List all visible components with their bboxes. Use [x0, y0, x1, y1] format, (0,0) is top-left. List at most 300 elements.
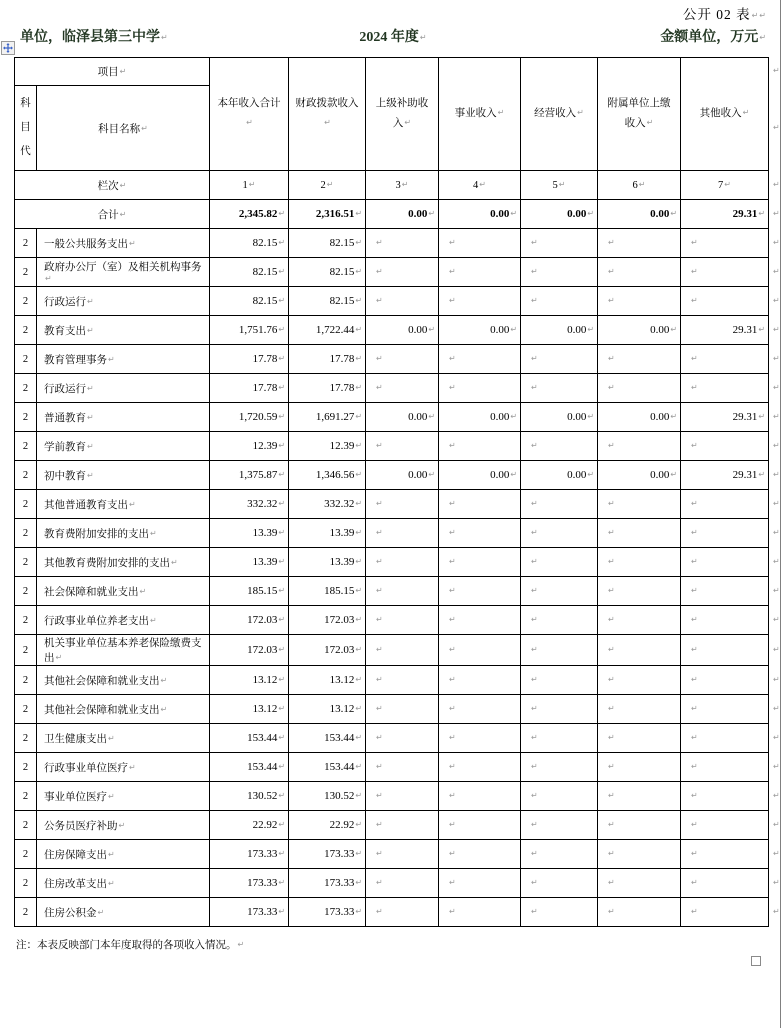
- value-cell: 82.15 ↵: [289, 229, 366, 258]
- formatting-mark: [354, 703, 362, 715]
- formatting-mark: [277, 353, 285, 365]
- formatting-mark: [323, 118, 331, 129]
- formatting-mark: [86, 471, 94, 482]
- formatting-mark: [401, 180, 409, 191]
- formatting-mark: [354, 295, 362, 307]
- value-cell: [598, 724, 681, 753]
- value-cell: [439, 606, 521, 635]
- value-cell: [439, 577, 521, 606]
- formatting-mark: [119, 210, 127, 221]
- value-cell: 17.78 ↵: [289, 345, 366, 374]
- formatting-mark: [772, 732, 780, 743]
- formatting-mark: [772, 498, 780, 509]
- value-cell: [439, 753, 521, 782]
- formatting-mark: [427, 208, 435, 220]
- formatting-mark: [772, 877, 780, 888]
- value-cell: [366, 869, 439, 898]
- value-cell: 13.12 ↵: [210, 666, 289, 695]
- col-header-fiscal-appropriation: 财政拨款收入 ↵: [289, 58, 366, 171]
- value-cell: [366, 229, 439, 258]
- value-cell: 1,375.87 ↵: [210, 461, 289, 490]
- value-cell: [366, 666, 439, 695]
- value-cell: [521, 666, 598, 695]
- formatting-mark: [277, 498, 285, 510]
- value-cell: [521, 287, 598, 316]
- value-cell: [439, 548, 521, 577]
- formatting-mark: [530, 848, 538, 860]
- table-row: [15, 840, 769, 869]
- value-cell: [681, 840, 769, 869]
- value-cell: [439, 258, 521, 287]
- lanci-col-cell: 2 ↵: [289, 171, 366, 200]
- value-cell: [598, 635, 681, 666]
- formatting-mark: [427, 324, 435, 336]
- subject-code-cell: 2: [15, 782, 37, 811]
- subject-code-cell: 2: [15, 490, 37, 519]
- formatting-mark: [607, 732, 615, 744]
- formatting-mark: [530, 556, 538, 568]
- formatting-mark: [448, 614, 456, 626]
- value-cell: [598, 519, 681, 548]
- formatting-mark: [354, 790, 362, 802]
- value-cell: [521, 898, 598, 927]
- subject-name-cell: 行政运行 ↵: [37, 287, 210, 316]
- formatting-mark: [448, 877, 456, 889]
- value-cell: [521, 432, 598, 461]
- formatting-mark: [354, 237, 362, 249]
- subject-name-cell: 住房公积金 ↵: [37, 898, 210, 927]
- formatting-mark: [757, 411, 765, 423]
- formatting-mark: [107, 355, 115, 366]
- formatting-mark: [448, 237, 456, 249]
- formatting-mark: [530, 790, 538, 802]
- table-row: [15, 345, 769, 374]
- value-cell: 332.32 ↵: [210, 490, 289, 519]
- value-cell: [439, 666, 521, 695]
- formatting-mark: [607, 556, 615, 568]
- formatting-mark: [354, 761, 362, 773]
- formatting-mark: [772, 411, 780, 422]
- formatting-mark: [277, 527, 285, 539]
- subject-code-cell: 2: [15, 695, 37, 724]
- table-row: [15, 490, 769, 519]
- formatting-mark: [375, 440, 383, 452]
- subject-name-cell: 行政运行 ↵: [37, 374, 210, 403]
- value-cell: 173.33 ↵: [210, 898, 289, 927]
- value-cell: [681, 898, 769, 927]
- value-cell: [439, 635, 521, 666]
- formatting-mark: [86, 413, 94, 424]
- value-cell: [366, 490, 439, 519]
- formatting-mark: [530, 353, 538, 365]
- value-cell: [366, 345, 439, 374]
- subject-code-cell: 2: [15, 548, 37, 577]
- value-cell: 173.33 ↵: [289, 869, 366, 898]
- formatting-mark: [128, 239, 136, 250]
- formatting-mark: [772, 179, 780, 190]
- col-header-operating-career: 事业收入 ↵: [439, 58, 521, 171]
- formatting-mark: [690, 295, 698, 307]
- value-cell: [521, 490, 598, 519]
- formatting-mark: [530, 819, 538, 831]
- value-cell: 13.12 ↵: [289, 666, 366, 695]
- subject-name-cell: 教育管理事务 ↵: [37, 345, 210, 374]
- formatting-mark: [375, 877, 383, 889]
- formatting-mark: [607, 877, 615, 889]
- total-value-cell: 2,316.51 ↵: [289, 200, 366, 229]
- formatting-mark: [277, 440, 285, 452]
- value-cell: 22.92 ↵: [210, 811, 289, 840]
- formatting-mark: [772, 208, 780, 219]
- formatting-mark: [375, 527, 383, 539]
- table-move-handle-icon[interactable]: [1, 41, 15, 55]
- value-cell: 0.00 ↵: [598, 403, 681, 432]
- formatting-mark: [375, 732, 383, 744]
- value-cell: 0.00 ↵: [439, 461, 521, 490]
- value-cell: [439, 695, 521, 724]
- formatting-mark: [354, 732, 362, 744]
- value-cell: [598, 811, 681, 840]
- formatting-mark: [107, 734, 115, 745]
- subject-name-cell: 其他教育费附加安排的支出 ↵: [37, 548, 210, 577]
- subject-code-cell: 2: [15, 229, 37, 258]
- formatting-mark: [448, 906, 456, 918]
- row-marks: [769, 57, 781, 927]
- value-cell: [598, 229, 681, 258]
- value-cell: [521, 374, 598, 403]
- subject-code-cell: 2: [15, 635, 37, 666]
- value-cell: 173.33 ↵: [289, 898, 366, 927]
- lanci-col-cell: 3 ↵: [366, 171, 439, 200]
- value-cell: [366, 811, 439, 840]
- formatting-mark: [558, 180, 566, 191]
- value-cell: 153.44 ↵: [210, 724, 289, 753]
- formatting-mark: [118, 821, 126, 832]
- subject-name-cell: 行政事业单位医疗 ↵: [37, 753, 210, 782]
- formatting-mark: [277, 848, 285, 860]
- formatting-mark: [530, 732, 538, 744]
- value-cell: 0.00 ↵: [598, 461, 681, 490]
- formatting-mark: [772, 674, 780, 685]
- table-row: [15, 229, 769, 258]
- formatting-mark: [354, 469, 362, 481]
- formatting-mark: [354, 411, 362, 423]
- value-cell: 153.44 ↵: [289, 753, 366, 782]
- formatting-mark: [772, 761, 780, 772]
- value-cell: 0.00 ↵: [521, 316, 598, 345]
- value-cell: [366, 287, 439, 316]
- subject-code-cell: 2: [15, 345, 37, 374]
- formatting-mark: [448, 353, 456, 365]
- formatting-mark: [607, 906, 615, 918]
- formatting-mark: [375, 819, 383, 831]
- table-row: [15, 666, 769, 695]
- formatting-mark: [530, 644, 538, 656]
- value-cell: 82.15 ↵: [210, 258, 289, 287]
- formatting-mark: [107, 879, 115, 890]
- formatting-mark: [375, 237, 383, 249]
- value-cell: [439, 724, 521, 753]
- formatting-mark: [448, 440, 456, 452]
- formatting-mark: [448, 527, 456, 539]
- value-cell: [598, 374, 681, 403]
- table-row: [15, 432, 769, 461]
- lanci-label-cell: 栏次 ↵: [15, 171, 210, 200]
- formatting-mark: [448, 674, 456, 686]
- formatting-mark: [607, 295, 615, 307]
- table-row: [15, 782, 769, 811]
- subject-name-cell: 机关事业单位基本养老保险缴费支出 ↵: [37, 635, 210, 666]
- subject-name-header-cell: 科目名称 ↵: [37, 86, 210, 171]
- formatting-mark: [375, 353, 383, 365]
- subject-code-cell: 2: [15, 753, 37, 782]
- value-cell: [521, 695, 598, 724]
- value-cell: [366, 840, 439, 869]
- formatting-mark: [478, 180, 486, 191]
- formatting-mark: [277, 790, 285, 802]
- value-cell: [366, 606, 439, 635]
- formatting-mark: [277, 614, 285, 626]
- formatting-mark: [772, 382, 780, 393]
- subject-name-cell: 住房保障支出 ↵: [37, 840, 210, 869]
- table-row: [15, 577, 769, 606]
- subject-name-cell: 学前教育 ↵: [37, 432, 210, 461]
- value-cell: 173.33 ↵: [210, 869, 289, 898]
- value-cell: 172.03 ↵: [210, 606, 289, 635]
- subject-name-cell: 行政事业单位养老支出 ↵: [37, 606, 210, 635]
- col-header-total-income: 本年收入合计 ↵: [210, 58, 289, 171]
- formatting-mark: [772, 703, 780, 714]
- value-cell: 172.03 ↵: [210, 635, 289, 666]
- formatting-mark: [690, 761, 698, 773]
- value-cell: 153.44 ↵: [289, 724, 366, 753]
- formatting-mark: [530, 237, 538, 249]
- formatting-mark: [638, 180, 646, 191]
- value-cell: 173.33 ↵: [289, 840, 366, 869]
- formatting-mark: [586, 208, 594, 220]
- formatting-mark: [669, 324, 677, 336]
- formatting-mark: [530, 906, 538, 918]
- table-row: [15, 519, 769, 548]
- col-header-affiliated-unit: 附属单位上缴收入 ↵: [598, 58, 681, 171]
- formatting-mark: [530, 266, 538, 278]
- formatting-mark: [160, 676, 168, 687]
- subject-code-cell: 2: [15, 606, 37, 635]
- subject-code-cell: 2: [15, 432, 37, 461]
- value-cell: [598, 695, 681, 724]
- table-row: [15, 548, 769, 577]
- project-header-cell: 项目 ↵: [15, 58, 210, 86]
- formatting-mark: [354, 440, 362, 452]
- formatting-mark: [530, 585, 538, 597]
- value-cell: [366, 782, 439, 811]
- value-cell: [681, 635, 769, 666]
- value-cell: [366, 635, 439, 666]
- value-cell: [681, 287, 769, 316]
- value-cell: [681, 753, 769, 782]
- value-cell: [681, 548, 769, 577]
- table-row: [15, 635, 769, 666]
- value-cell: [439, 490, 521, 519]
- total-label-cell: 合计 ↵: [15, 200, 210, 229]
- formatting-mark: [530, 382, 538, 394]
- formatting-mark: [277, 674, 285, 686]
- value-cell: 173.33 ↵: [210, 840, 289, 869]
- subject-code-cell: 2: [15, 374, 37, 403]
- table-row: [15, 606, 769, 635]
- subject-name-cell: 公务员医疗补助 ↵: [37, 811, 210, 840]
- value-cell: 0.00 ↵: [366, 461, 439, 490]
- formatting-mark: [375, 556, 383, 568]
- value-cell: 172.03 ↵: [289, 606, 366, 635]
- formatting-mark: [530, 527, 538, 539]
- formatting-mark: [277, 906, 285, 918]
- value-cell: [366, 548, 439, 577]
- formatting-mark: [509, 208, 517, 220]
- formatting-mark: [375, 585, 383, 597]
- table-row: [15, 811, 769, 840]
- total-row: [15, 200, 769, 229]
- formatting-mark: [277, 585, 285, 597]
- subject-code-cell: 2: [15, 840, 37, 869]
- value-cell: [439, 345, 521, 374]
- formatting-mark: [530, 674, 538, 686]
- formatting-mark: [375, 848, 383, 860]
- value-cell: [681, 490, 769, 519]
- value-cell: 29.31 ↵: [681, 316, 769, 345]
- formatting-mark: [448, 732, 456, 744]
- formatting-mark: [277, 732, 285, 744]
- formatting-mark: [277, 266, 285, 278]
- lanci-col-cell: 5 ↵: [521, 171, 598, 200]
- value-cell: [598, 577, 681, 606]
- lanci-col-cell: 6 ↵: [598, 171, 681, 200]
- formatting-mark: [607, 761, 615, 773]
- formatting-mark: [690, 237, 698, 249]
- value-cell: [598, 432, 681, 461]
- formatting-mark: [149, 616, 157, 627]
- form-number-label: 公开 02 表 ↵↵: [683, 3, 767, 23]
- lanci-col-cell: 4 ↵: [439, 171, 521, 200]
- formatting-mark: [530, 703, 538, 715]
- formatting-mark: [690, 266, 698, 278]
- value-cell: [439, 840, 521, 869]
- table-row: [15, 724, 769, 753]
- formatting-mark: [772, 122, 780, 133]
- value-cell: [439, 782, 521, 811]
- col-header-superior-subsidy: 上级补助收入 ↵: [366, 58, 439, 171]
- formatting-mark: [772, 324, 780, 335]
- formatting-mark: [772, 353, 780, 364]
- value-cell: [366, 898, 439, 927]
- formatting-mark: [107, 850, 115, 861]
- formatting-mark: [690, 498, 698, 510]
- formatting-mark: [354, 906, 362, 918]
- value-cell: 13.12 ↵: [289, 695, 366, 724]
- formatting-mark: [375, 644, 383, 656]
- formatting-mark: [448, 761, 456, 773]
- subject-code-cell: 2: [15, 519, 37, 548]
- formatting-mark: [354, 353, 362, 365]
- formatting-mark: [354, 266, 362, 278]
- table-row: [15, 287, 769, 316]
- value-cell: 29.31 ↵: [681, 461, 769, 490]
- subject-code-cell: 2: [15, 577, 37, 606]
- formatting-mark: [277, 411, 285, 423]
- value-cell: 0.00 ↵: [366, 403, 439, 432]
- formatting-mark: [277, 208, 285, 220]
- income-table-wrap: [14, 57, 769, 927]
- formatting-mark: [607, 266, 615, 278]
- lanci-col-cell: 1 ↵: [210, 171, 289, 200]
- value-cell: 0.00 ↵: [366, 316, 439, 345]
- subject-name-cell: 初中教育 ↵: [37, 461, 210, 490]
- formatting-mark: [248, 180, 256, 191]
- value-cell: [598, 490, 681, 519]
- subject-code-cell: 2: [15, 898, 37, 927]
- value-cell: [598, 258, 681, 287]
- formatting-mark: [375, 906, 383, 918]
- formatting-mark: [277, 703, 285, 715]
- anchor-square-icon: [751, 956, 761, 966]
- formatting-mark: [607, 790, 615, 802]
- value-cell: 130.52 ↵: [289, 782, 366, 811]
- formatting-mark: [375, 266, 383, 278]
- formatting-mark: [448, 556, 456, 568]
- formatting-mark: [669, 208, 677, 220]
- value-cell: 17.78 ↵: [289, 374, 366, 403]
- formatting-mark: [757, 208, 765, 220]
- value-cell: [439, 374, 521, 403]
- value-cell: [681, 258, 769, 287]
- formatting-mark: [149, 529, 157, 540]
- total-value-cell: 0.00 ↵: [366, 200, 439, 229]
- formatting-mark: [277, 644, 285, 656]
- formatting-mark: [354, 324, 362, 336]
- header-row-project: [15, 58, 769, 86]
- value-cell: [681, 432, 769, 461]
- value-cell: [521, 345, 598, 374]
- value-cell: 1,751.76 ↵: [210, 316, 289, 345]
- formatting-mark: [772, 469, 780, 480]
- formatting-mark: [690, 790, 698, 802]
- value-cell: [681, 695, 769, 724]
- value-cell: [439, 869, 521, 898]
- value-cell: [598, 666, 681, 695]
- subject-code-cell: 2: [15, 811, 37, 840]
- value-cell: [681, 724, 769, 753]
- formatting-mark: [576, 108, 584, 119]
- value-cell: [681, 577, 769, 606]
- formatting-mark: [772, 614, 780, 625]
- table-row: [15, 374, 769, 403]
- formatting-mark: [509, 324, 517, 336]
- subject-code-header-cell: 科目代: [15, 86, 37, 171]
- formatting-mark: [44, 274, 52, 285]
- value-cell: [439, 432, 521, 461]
- subject-name-cell: 其他社会保障和就业支出 ↵: [37, 695, 210, 724]
- formatting-mark: [497, 108, 505, 119]
- formatting-mark: [509, 411, 517, 423]
- formatting-mark: [607, 614, 615, 626]
- value-cell: [439, 287, 521, 316]
- value-cell: [521, 548, 598, 577]
- subject-name-cell: 教育支出 ↵: [37, 316, 210, 345]
- value-cell: [681, 869, 769, 898]
- value-cell: 12.39 ↵: [210, 432, 289, 461]
- formatting-mark: [245, 118, 253, 129]
- formatting-mark: [277, 819, 285, 831]
